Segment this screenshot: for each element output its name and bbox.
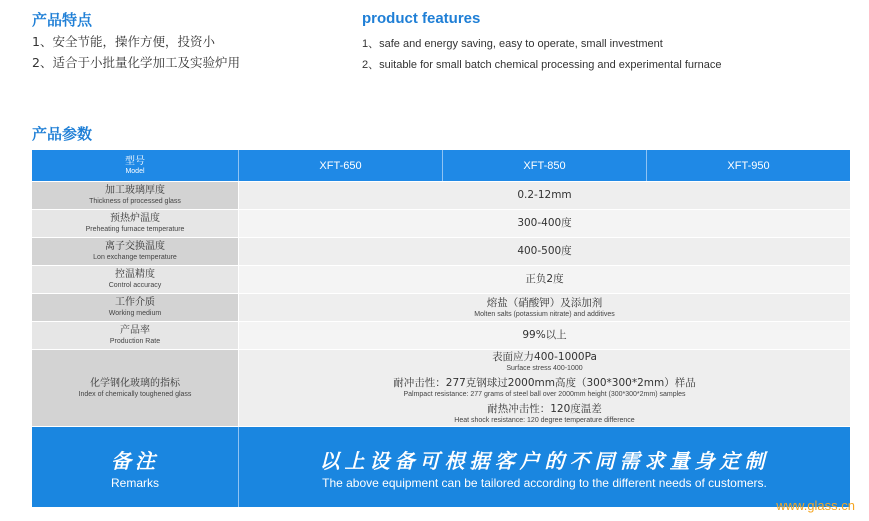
header-model-1: XFT-650 [239,150,443,181]
row-label-cn: 加工玻璃厚度 [105,185,165,196]
remarks-row [32,426,850,507]
row-label-en: Control accuracy [108,282,162,289]
row-label [32,266,239,293]
row-value-cn: 99%以上 [522,329,567,341]
row-label [32,182,239,209]
row-value-cn: 400-500度 [517,245,572,257]
row-label-en: Lon exchange temperature [93,254,177,261]
table-row [32,321,850,349]
index-line-2-en: Palmpact resistance: 277 grams of steel ball over 2000mm height (300*300*2mm) samples [403,391,686,398]
feature-cn-2: 2、适合于小批量化学加工及实验炉用 [32,55,240,70]
feature-en-2: 2、suitable for small batch chemical processing and experimental furnace [362,59,722,71]
row-label-en: Working medium [108,310,162,317]
features-title-en: product features [362,10,481,27]
row-label-cn: 离子交换温度 [105,241,165,252]
header-model-cn: 型号 [125,155,145,167]
header-model-en: Model [125,167,145,175]
remarks-text-en: The above equipment can be tailored according to the different needs of customers. [322,475,767,490]
row-value-cn: 熔盐（硝酸钾）及添加剂 [486,296,603,309]
row-label [32,210,239,237]
index-row-value [239,350,850,426]
remarks-text-cn: 以上设备可根据客户的不同需求量身定制 [319,448,770,473]
row-value [239,182,850,209]
row-label-cn: 产品率 [120,325,150,336]
row-label-cn: 预热炉温度 [110,213,160,224]
row-value [239,322,850,349]
row-label-cn: 控温精度 [115,269,155,280]
table-row [32,293,850,321]
remarks-label-en: Remarks [110,475,159,490]
row-value [239,294,850,321]
row-label-cn: 工作介质 [115,297,155,308]
row-label-en: Thickness of processed glass [89,198,181,205]
row-value [239,238,850,265]
remarks-value [239,427,850,507]
row-value-en: Molten salts (potassium nitrate) and additives [474,310,615,318]
header-model-cell [32,150,239,181]
row-value [239,266,850,293]
feature-cn-1: 1、安全节能，操作方便，投资小 [32,34,215,49]
row-label-en: Preheating furnace temperature [85,226,185,233]
params-title: 产品参数 [32,125,93,143]
header-model-3: XFT-950 [727,159,770,172]
row-value-cn: 0.2-12mm [517,189,572,201]
table-row [32,181,850,209]
row-value-cn: 300-400度 [517,217,572,229]
index-label-cn: 化学钢化玻璃的指标 [90,377,180,389]
index-row-label [32,350,239,426]
table-row [32,265,850,293]
table-row [32,237,850,265]
features-title-cn: 产品特点 [32,11,93,29]
index-label-en: Index of chemically toughened glass [78,390,192,398]
table-header [32,150,850,181]
index-row [32,349,850,426]
feature-en-1: 1、safe and energy saving, easy to operate, small investment [362,38,663,50]
row-value-cn: 正负2度 [525,273,564,285]
index-line-1-en: Surface stress 400-1000 [506,365,583,372]
table-row [32,209,850,237]
row-label [32,322,239,349]
site-watermark: www.glass.cn [776,498,855,513]
remarks-label [32,427,239,507]
row-value [239,210,850,237]
row-label [32,238,239,265]
index-line-2-cn: 耐冲击性：277克钢球过2000mm高度（300*300*2mm）样品 [393,377,696,389]
index-line-3-en: Heat shock resistance: 120 degree temperature difference [454,417,635,424]
row-label-en: Production Rate [109,338,161,345]
remarks-label-cn: 备注 [111,448,159,473]
index-line-1-cn: 表面应力400-1000Pa [492,351,597,363]
index-line-3-cn: 耐热冲击性：120度温差 [487,403,602,415]
row-label [32,294,239,321]
params-table [32,150,850,507]
header-model-2: XFT-850 [443,150,647,181]
